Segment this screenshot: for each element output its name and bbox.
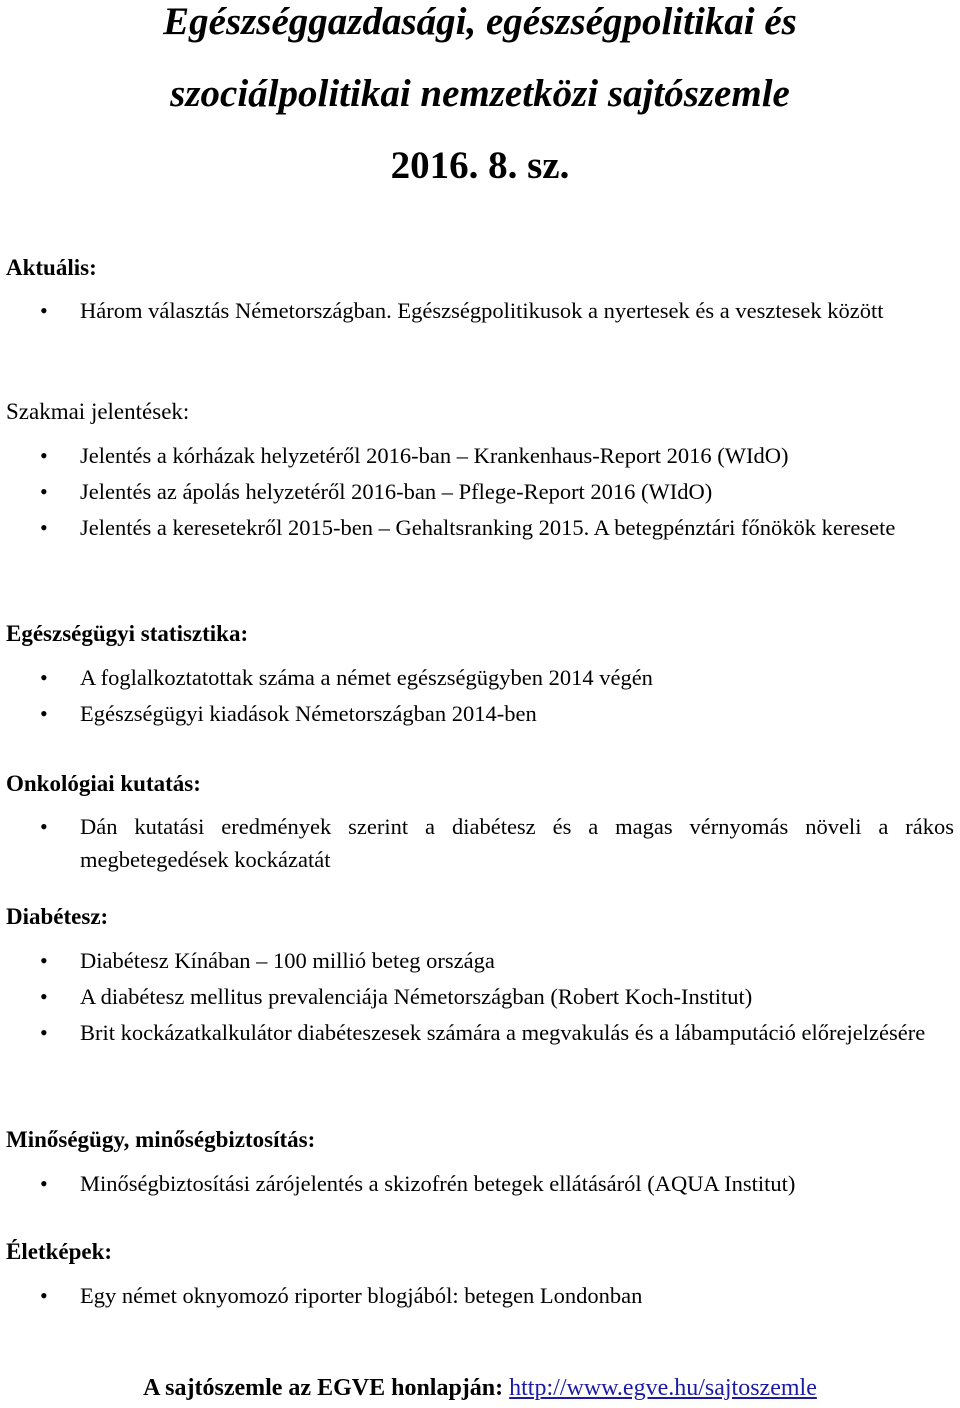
list-item: • Jelentés a keresetekről 2015-ben – Gehaltsranking 2015. A betegpénztári főnökök keresete (6, 510, 954, 546)
list-item: • A foglalkoztatottak száma a német egészségügyben 2014 végén (6, 660, 954, 696)
footer (0, 1372, 960, 1404)
issue-number: 2016. 8. sz. (390, 144, 570, 187)
list-item: • Egy német oknyomozó riporter blogjából: betegen Londonban (6, 1278, 954, 1314)
bullet-list (6, 810, 954, 876)
bullet-list (6, 1166, 954, 1202)
footer-label: A sajtószemle az EGVE honlapján: (143, 1375, 504, 1401)
list-item: • Minőségbiztosítási zárójelentés a skizofrén betegek ellátásáról (AQUA Institut) (6, 1166, 954, 1202)
section-heading: Szakmai jelentések: (6, 399, 190, 424)
bullet-list (6, 438, 954, 546)
section-heading: Aktuális: (6, 255, 97, 280)
section-heading: Életképek: (6, 1239, 113, 1264)
document-title-line-2: szociálpolitikai nemzetközi sajtószemle (170, 72, 790, 115)
bullet-list (6, 294, 954, 327)
list-item: • Dán kutatási eredmények szerint a diabétesz és a magas vérnyomás növeli a rákos megbetegedések kockázatát (6, 810, 954, 876)
section-heading: Diabétesz: (6, 904, 109, 929)
bullet-list (6, 660, 954, 732)
section-heading: Onkológiai kutatás: (6, 771, 201, 796)
bullet-list (6, 1278, 954, 1314)
section-egeszsegugyi-statisztika (6, 620, 954, 732)
section-eletkepek (6, 1238, 954, 1314)
section-onkologiai-kutatas (6, 770, 954, 876)
document-title-line-1: Egészséggazdasági, egészségpolitikai és (163, 0, 797, 43)
list-item: • Brit kockázatkalkulátor diabéteszesek számára a megvakulás és a lábamputáció előrejelzésére (6, 1015, 954, 1051)
website-link[interactable]: http://www.egve.hu/sajtoszemle (509, 1375, 817, 1401)
section-heading: Egészségügyi statisztika: (6, 621, 249, 646)
section-szakmai-jelentesek (6, 398, 954, 546)
section-minoseguegy (6, 1126, 954, 1202)
list-item: • Egészségügyi kiadások Németországban 2014-ben (6, 696, 954, 732)
bullet-list (6, 943, 954, 1051)
section-heading: Minőségügy, minőségbiztosítás: (6, 1127, 316, 1152)
list-item: • Három választás Németországban. Egészségpolitikusok a nyertesek és a vesztesek között (6, 294, 954, 327)
list-item: • A diabétesz mellitus prevalenciája Németországban (Robert Koch-Institut) (6, 979, 954, 1015)
list-item: • Jelentés az ápolás helyzetéről 2016-ban – Pflege-Report 2016 (WIdO) (6, 474, 954, 510)
list-item: • Jelentés a kórházak helyzetéről 2016-ban – Krankenhaus-Report 2016 (WIdO) (6, 438, 954, 474)
list-item: • Diabétesz Kínában – 100 millió beteg országa (6, 943, 954, 979)
section-aktualis (6, 254, 954, 327)
section-diabetesz (6, 903, 954, 1051)
